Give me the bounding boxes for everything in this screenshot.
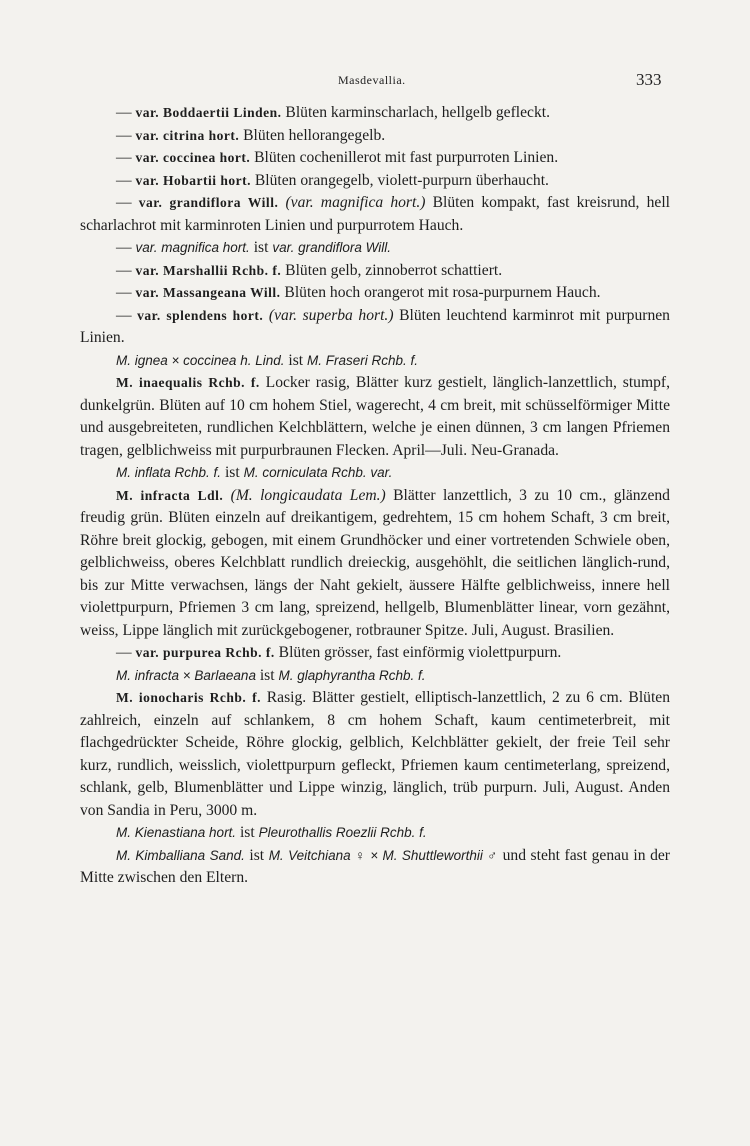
taxon-name: M. Kimballiana Sand. [116,847,245,863]
entry [80,642,670,665]
entry-list [80,102,670,890]
dash: — [116,104,136,121]
entry-text: Blüten orangegelb, violett-purpurn überhaucht. [251,171,549,189]
page-number: 333 [636,70,662,89]
cross-reference: Pleurothallis Roezlii Rchb. f. [258,825,427,840]
entry-text: Locker rasig, Blätter kurz gestielt, länglich-lanzettlich, stumpf, dunkelgrün. Blüten auf 10 cm hohem Stiel, wagerecht, 4 cm breit, mit schüsselförmiger Mitte und ausgebreiteten, rundlichen Kelchblättern, welche je einen dünnen, 3 cm langen Pfriemen tragen, gelblichweiss mit purpurbraunen Flecken. April—Juli. Neu-Granada. [80,374,670,459]
entry-text: Blüten hellorangegelb. [239,126,386,144]
entry-text: Blüten leuchtend karminrot mit purpurnen Linien. [80,306,670,346]
taxon-name: var. splendens hort. [137,307,264,323]
entry-text: Rasig. Blätter gestielt, elliptisch-lanzettlich, 2 zu 6 cm. Blüten zahlreich, einzeln auf schlankem, 8 cm hohem Schaft, kaum centimeterbreit, mit flachgedrückter Scheide, Röhre glockig, gelblich, Kelchblätter gekielt, der freie Teil sehr kurz, rundlich, weisslich, violettpurpurn gefleckt, Pfriemen kaum centimeterlang, spreizend, schlank, gelb, Blumenblätter und Lippe winzig, länglich, trüb purpurn. Juli, August. Anden von Sandia in Peru, 3000 m. [80,689,671,819]
entry-text: und steht fast genau in der Mitte zwischen den Eltern. [80,846,670,886]
synonym: (var. magnifica hort.) [278,194,426,211]
entry-connector: ist [284,351,308,369]
entry [80,687,670,822]
entry-connector: ist [236,824,259,841]
taxon-name: var. grandiflora Will. [138,195,279,210]
dash: — [116,126,136,144]
entry [80,350,670,373]
dash: — [116,644,136,661]
taxon-name: var. magnifica hort. [135,240,250,255]
taxon-name: var. Boddaertii Linden. [135,105,282,120]
dash: — [116,306,138,324]
entry [80,665,670,688]
entry [80,102,670,125]
taxon-name: var. coccinea hort. [135,150,251,165]
entry [80,170,670,193]
entry [80,237,670,260]
entry [80,147,670,170]
entry [80,282,670,305]
taxon-name: M. ionocharis Rchb. f. [116,690,261,705]
taxon-name: var. Massangeana Will. [135,285,281,300]
entry-connector: ist [244,846,269,864]
taxon-name: M. infracta Ldl. [116,487,224,503]
entry [80,192,670,237]
taxon-name: var. purpurea Rchb. f. [135,645,275,660]
cross-reference: var. grandiflora Will. [272,240,391,255]
entry-connector: ist [249,239,273,256]
taxon-name: M. ignea × coccinea h. Lind. [116,352,285,368]
entry [80,305,670,350]
taxon-name: var. Marshallii Rchb. f. [135,262,282,278]
entry-connector: ist [221,464,244,481]
dash: — [116,194,139,211]
taxon-name: var. citrina hort. [135,127,240,143]
entry-text: Blüten hoch orangerot mit rosa-purpurnem Hauch. [280,284,601,301]
synonym: (M. longicaudata Lem.) [223,486,386,504]
entry-text: Blüten gelb, zinnoberrot schattiert. [281,261,503,279]
entry-connector: ist [255,666,279,684]
entry-text: Blüten kompakt, fast kreisrund, hell scharlachrot mit karminroten Linien und purpurrotem Hauch. [80,194,671,234]
dash: — [116,171,136,189]
entry [80,485,670,643]
dash: — [116,284,136,301]
entry-text: Blüten cochenillerot mit fast purpurroten Linien. [250,149,559,166]
entry [80,845,670,890]
synonym: (var. superba hort.) [263,306,394,324]
entry [80,125,670,148]
dash: — [116,149,136,166]
entry-text: Blüten karminscharlach, hellgelb gefleckt. [281,104,550,121]
dash: — [116,261,136,279]
cross-reference: M. Veitchiana ♀ × M. Shuttleworthii ♂ [268,847,499,863]
taxon-name: M. inflata Rchb. f. [116,465,222,480]
cross-reference: M. glaphyrantha Rchb. f. [278,667,426,683]
entry [80,822,670,845]
taxon-name: var. Hobartii hort. [135,172,251,188]
cross-reference: M. Fraseri Rchb. f. [307,352,419,368]
entry-text: Blätter lanzettlich, 3 zu 10 cm., glänzend freudig grün. Blüten einzeln auf dreikantigem, gedrehtem, 15 cm hohem Schaft, 3 cm breit, Röhre breit glockig, gebogen, mit einem Grundhöcker und einer vortretenden Schwiele oben, gelblichweiss, oberes Kelchblatt rundlich dreieckig, ausgehöhlt, die seitlichen länglich-rund, bis zur Mitte verwachsen, längs der Naht gekielt, äussere Hälfte gelblichweiss, innere hell violettpurpurn, Pfriemen 3 cm lang, spreizend, hellgelb, Blumenblätter linear, vorn gezähnt, weiss, Lippe länglich mit zurückgebogener, rotbrauner Spitze. Juli, August. Brasilien. [80,486,670,639]
cross-reference: M. corniculata Rchb. var. [243,465,393,480]
taxon-name: M. inaequalis Rchb. f. [116,375,260,390]
running-header: Masdevallia. [338,73,406,87]
taxon-name: M. Kienastiana hort. [116,825,237,840]
entry [80,462,670,485]
taxon-name: M. infracta × Barlaeana [116,667,256,683]
entry [80,260,670,283]
dash: — [116,239,136,256]
entry [80,372,670,462]
entry-text: Blüten grösser, fast einförmig violettpurpurn. [274,644,562,661]
